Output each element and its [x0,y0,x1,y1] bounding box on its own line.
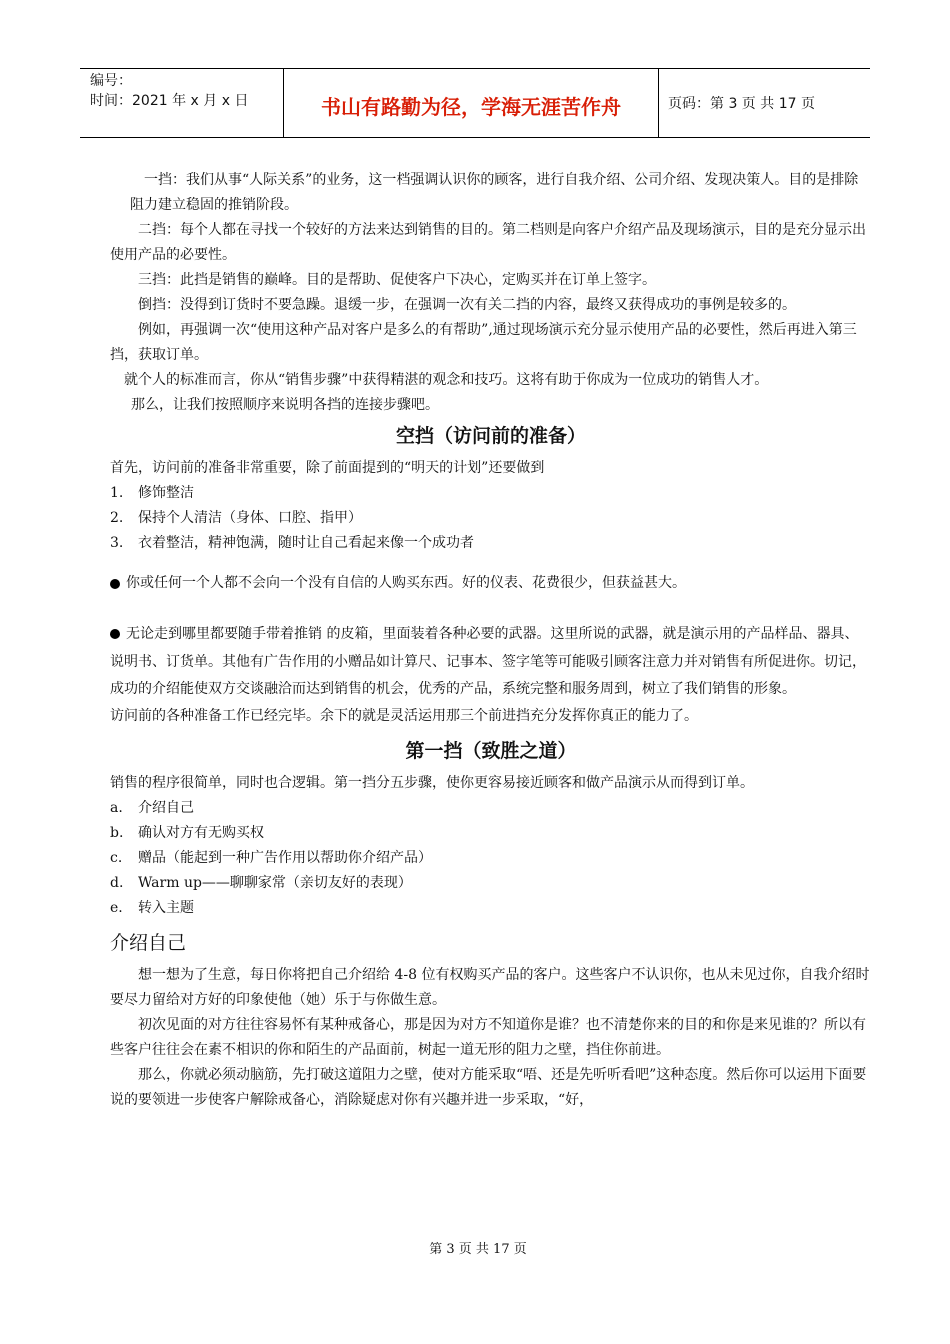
paragraph-gear-two: 二挡：每个人都在寻找一个较好的方法来达到销售的目的。第二档则是向客户介绍产品及现场演示，目的是充分显示出使用产品的必要性。 [110,222,866,263]
list-item [110,821,872,846]
section-intro: 首先，访问前的准备非常重要，除了前面提到的“明天的计划”还要做到 [110,460,545,476]
paragraph-personal-standard: 就个人的标准而言，你从“销售步骤”中获得精湛的观念和技巧。这将有助于你成为一位成功的销售人才。 [124,372,769,388]
list-text: 转入主题 [138,899,194,916]
bullet-dot-icon [110,629,120,639]
section-title-first-gear: 第一挡（致胜之道） [405,739,577,762]
paragraph-gear-one: 一挡：我们从事“人际关系”的业务，这一档强调认识你的顾客，进行自我介绍、公司介绍、发现决策人。目的是排除阻力建立稳固的推销阶段。 [130,172,859,213]
bullet-paragraph [110,621,872,704]
header-page-number: 页码：第 3 页 共 17 页 [668,96,815,112]
document-date: 时间：2021 年 x 月 x 日 [90,93,249,109]
bullet-text: 无论走到哪里都要随手带着推销 的皮箱，里面装着各种必要的武器。这里所说的武器，就是演示用的产品样品、器具、说明书、订货单。其他有广告作用的小赠品如计算尺、记事本、签字笔等可能吸引顾客注意力并对销售有所促进你。切记，成功的介绍能使双方交谈融洽而达到销售的机会，优秀的产品，系统完整和服务周到，树立了我们销售的形象。 [110,626,866,697]
paragraph-example: 例如，再强调一次“使用这种产品对客户是多么的有帮助”,通过现场演示充分显示使用产品的必要性，然后再进入第三挡，获取订单。 [110,322,857,363]
list-letter: e. [110,899,123,916]
list-letter: d. [110,874,124,891]
list-text: 确认对方有无购买权 [138,824,264,841]
list-letter: b. [110,824,124,841]
section-closing: 访问前的各种准备工作已经完毕。余下的就是灵活运用那三个前进挡充分发挥你真正的能力了。 [110,707,698,724]
header-motto: 书山有路勤为径，学海无涯苦作舟 [284,69,659,137]
bullet-dot-icon [110,579,120,589]
list-number: 2. [110,510,124,526]
page-header [80,68,870,138]
list-text: 衣着整洁，精神饱满，随时让自己看起来像一个成功者 [138,535,474,551]
list-item [110,896,872,921]
document-body [110,168,872,1113]
paragraph-transition: 那么，让我们按照顺序来说明各挡的连接步骤吧。 [131,397,439,413]
bullet-text: 你或任何一个人都不会向一个没有自信的人购买东西。好的仪表、花费很少，但获益甚大。 [126,575,686,591]
subsection-title-introduce-yourself: 介绍自己 [110,931,187,954]
bullet-item [104,571,872,596]
list-text: 赠品（能起到一种广告作用以帮助你介绍产品） [138,849,432,866]
list-number: 1. [110,485,124,501]
paragraph: 那么，你就必须动脑筋，先打破这道阻力之壁，使对方能采取“唔、还是先听听看吧”这种态度。然后你可以运用下面要说的要领进一步使客户解除戒备心，消除疑虑对你有兴趣并进一步采取，“好， [110,1066,867,1108]
page-footer: 第 3 页 共 17 页 [429,1242,527,1257]
list-text: 修饰整洁 [138,485,194,501]
list-number: 3. [110,535,124,551]
list-letter: c. [110,849,123,866]
header-meta [80,69,284,137]
section-title-neutral-gear: 空挡（访问前的准备） [395,425,586,447]
list-text: Warm up——聊聊家常（亲切友好的表现） [138,874,412,891]
document-number-label: 编号： [90,73,132,89]
list-item [110,796,872,821]
list-letter: a. [110,799,123,816]
paragraph: 想一想为了生意，每日你将把自己介绍给 4-8 位有权购买产品的客户。这些客户不认识你，也从未见过你，自我介绍时要尽力留给对方好的印象使他（她）乐于与你做生意。 [110,966,870,1008]
paragraph: 初次见面的对方往往容易怀有某种戒备心，那是因为对方不知道你是谁？也不清楚你来的目的和你是来见谁的？所以有些客户往往会在素不相识的你和陌生的产品面前，树起一道无形的阻力之壁，挡住你前进。 [110,1016,866,1058]
section-intro: 销售的程序很简单，同时也合逻辑。第一挡分五步骤，使你更容易接近顾客和做产品演示从而得到订单。 [110,774,754,791]
list-text: 保持个人清洁（身体、口腔、指甲） [138,510,362,526]
list-text: 介绍自己 [138,799,194,816]
list-item [110,531,872,556]
list-item [110,871,872,896]
paragraph-gear-three: 三挡：此挡是销售的巅峰。目的是帮助、促使客户下决心，定购买并在订单上签字。 [138,272,656,288]
paragraph-reverse-gear: 倒挡：没得到订货时不要急躁。退缓一步，在强调一次有关二挡的内容，最终又获得成功的事例是较多的。 [138,297,796,313]
list-item [110,846,872,871]
list-item [110,506,872,531]
list-item [110,481,872,506]
